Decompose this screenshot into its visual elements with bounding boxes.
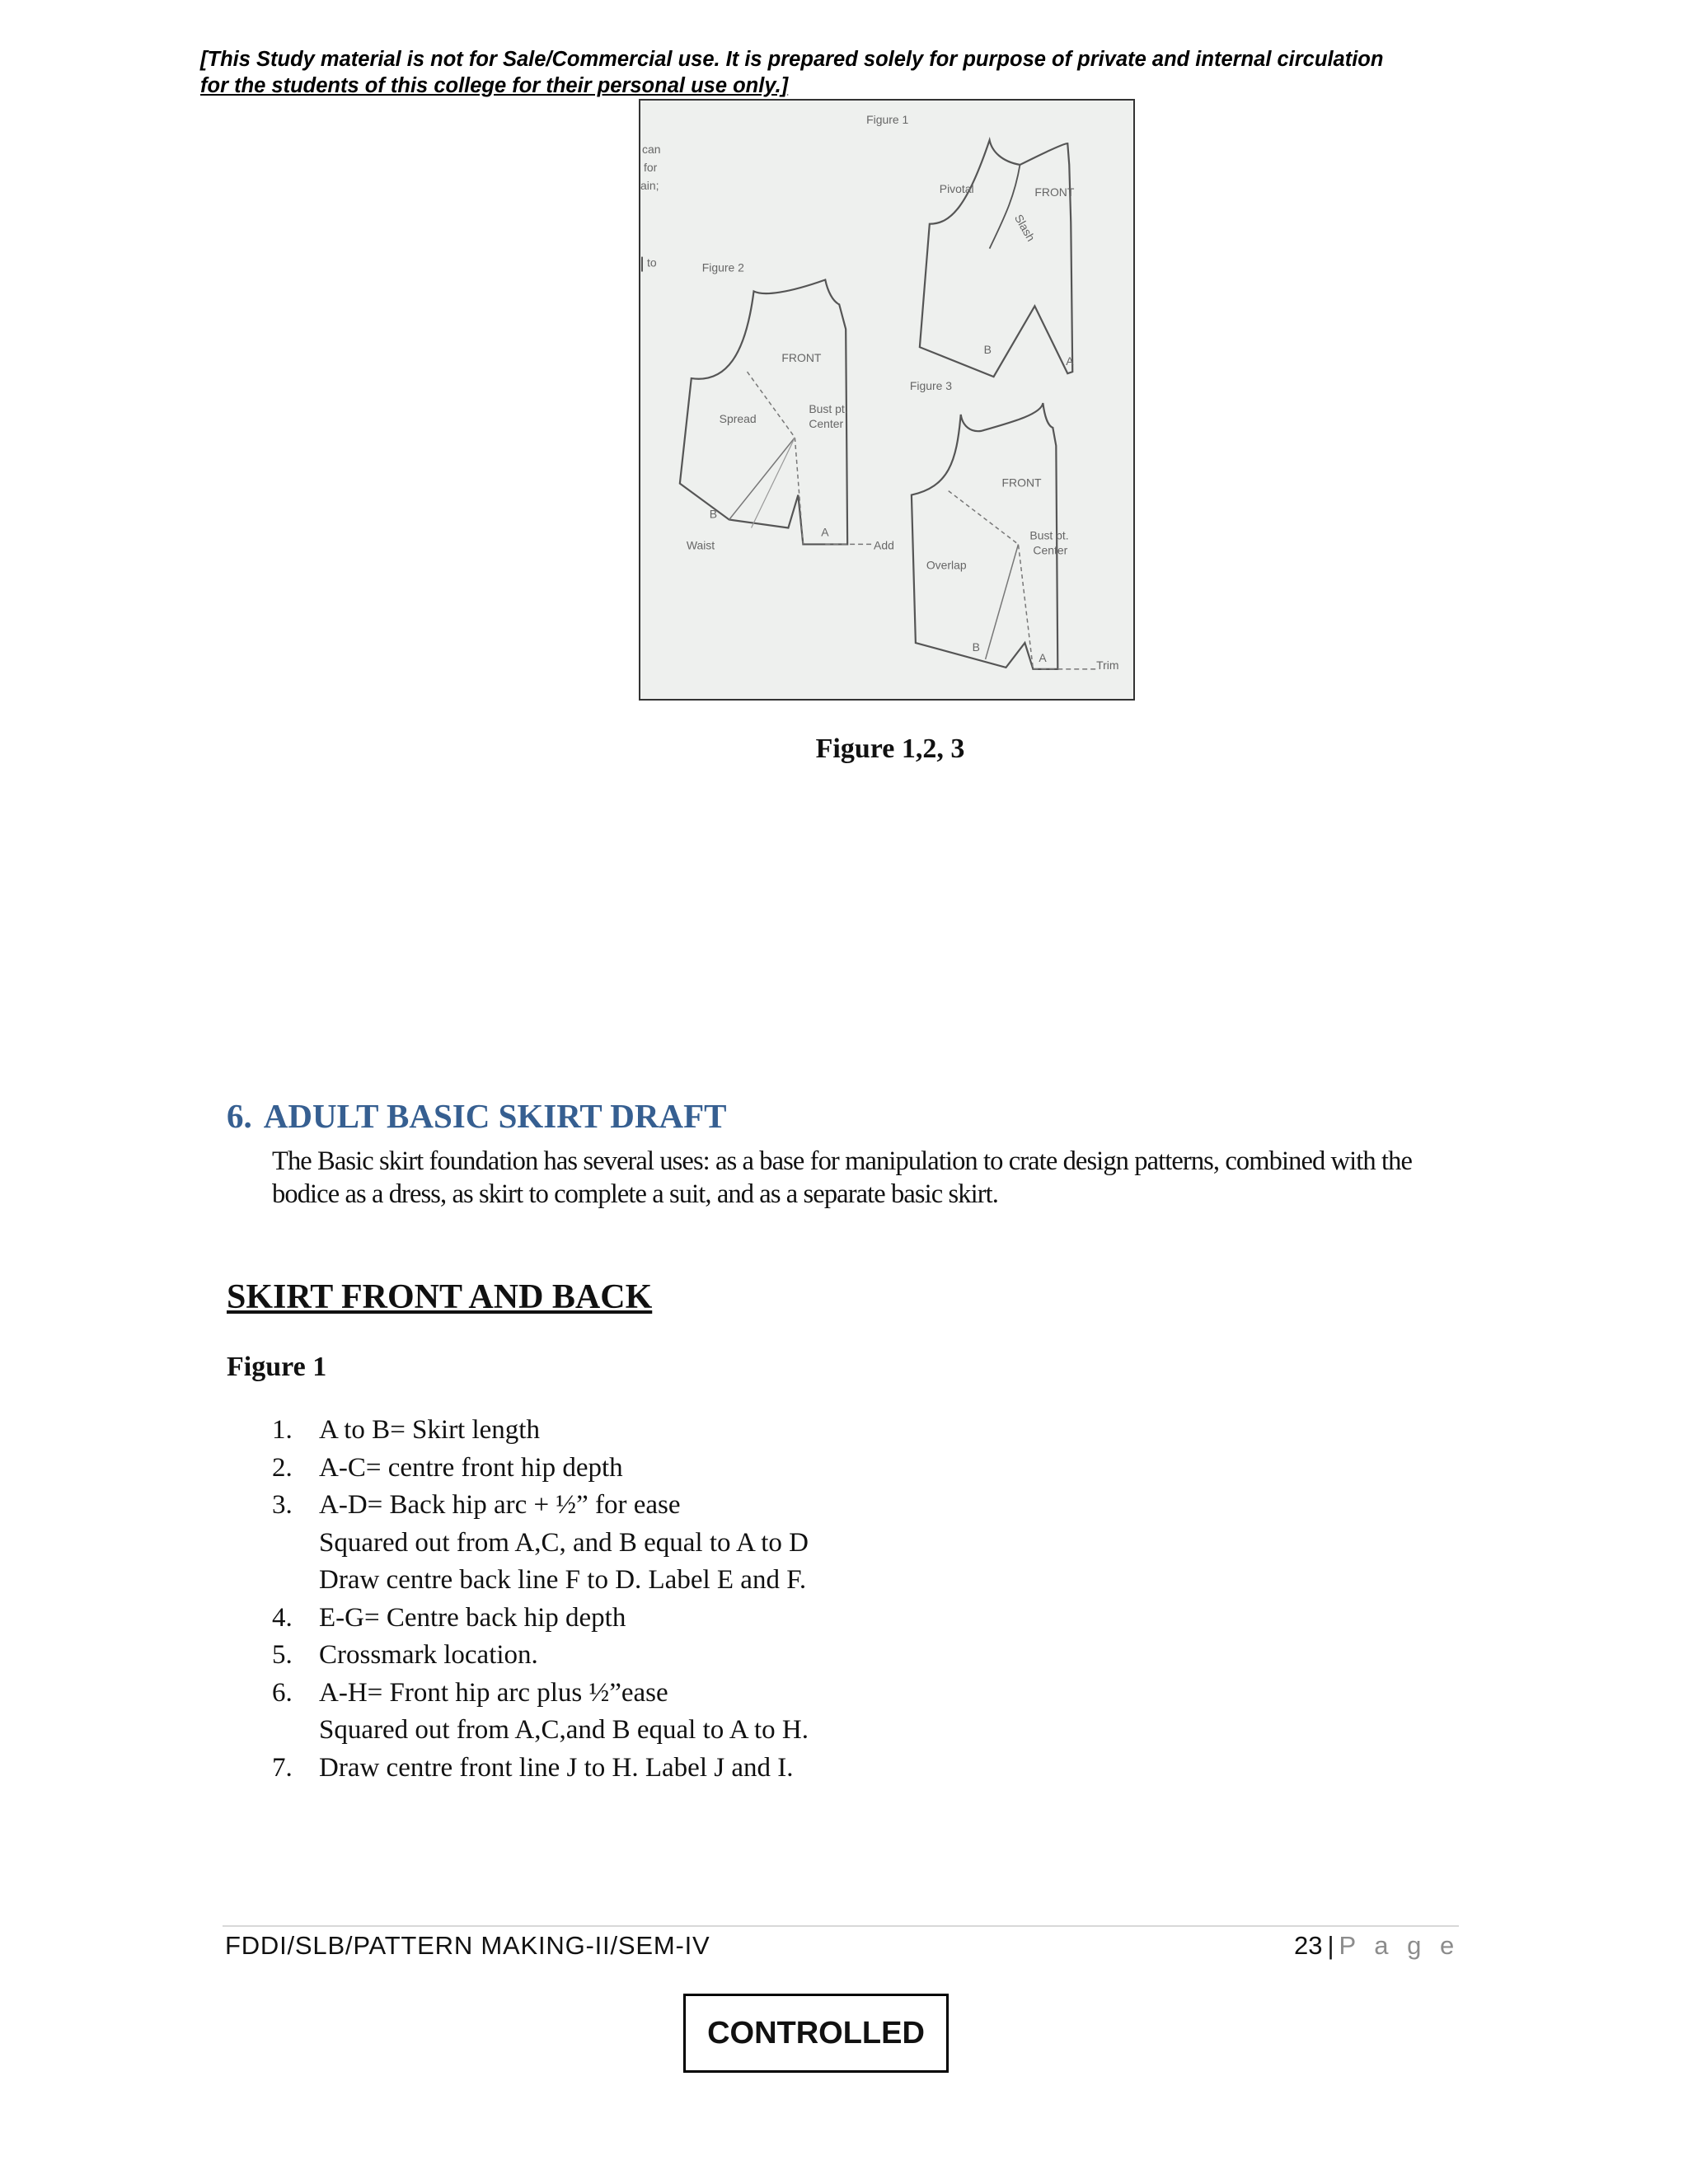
- list-item-number: 6.: [272, 1677, 293, 1708]
- list-item-number: 4.: [272, 1602, 293, 1633]
- point-a-label: A: [1066, 354, 1074, 368]
- list-item: [272, 1637, 1261, 1675]
- section-heading: [227, 1096, 726, 1136]
- page-separator: |: [1327, 1931, 1334, 1960]
- figure-3-label: Figure 3: [909, 379, 953, 393]
- figure-caption: Figure 1,2, 3: [815, 733, 965, 764]
- list-item-text: A-C= centre front hip depth: [319, 1452, 623, 1483]
- section-intro: The Basic skirt foundation has several uses: as a base for manipulation to crate design patterns, combined with the bodice as a dress, as skirt to complete a suit, and as a separate basic skirt.: [272, 1146, 1412, 1209]
- front-label: FRONT: [1001, 476, 1042, 490]
- center-label: Center: [809, 416, 844, 430]
- list-item: [272, 1600, 1261, 1638]
- page-number: [1294, 1931, 1460, 1961]
- trim-label: Trim: [1096, 658, 1119, 672]
- list-item: [272, 1675, 1261, 1713]
- page-number-value: 23: [1294, 1931, 1323, 1960]
- spread-label: Spread: [719, 411, 757, 425]
- point-b-label: B: [709, 507, 718, 521]
- bust-point-label: Bust pt.: [809, 401, 848, 415]
- figure-2-label: Figure 2: [701, 260, 744, 274]
- list-item-number: 1.: [272, 1415, 293, 1445]
- section-number: 6.: [227, 1097, 252, 1135]
- list-item: [272, 1712, 1261, 1750]
- footer-course-code: FDDI/SLB/PATTERN MAKING-II/SEM-IV: [225, 1931, 710, 1960]
- pivotal-label: Pivotal: [939, 181, 974, 195]
- disclaimer-line-1: [This Study material is not for Sale/Commercial use. It is prepared solely for purpose of private and internal circulation: [200, 48, 1384, 71]
- list-item: [272, 1450, 1261, 1488]
- waist-label: Waist: [686, 538, 715, 552]
- controlled-stamp: CONTROLLED: [683, 1994, 949, 2073]
- subsection-title: SKIRT FRONT AND BACK: [227, 1278, 653, 1316]
- list-item: [272, 1525, 1261, 1563]
- point-a-label: A: [1039, 650, 1047, 664]
- list-item-number: [272, 1525, 319, 1563]
- list-item-number: [272, 1562, 319, 1600]
- list-item-number: 3.: [272, 1490, 293, 1520]
- front-label: FRONT: [1034, 185, 1075, 199]
- point-b-label: B: [972, 640, 980, 654]
- list-item-text: Squared out from A,C,and B equal to A to H.: [319, 1715, 809, 1745]
- margin-fragment: can: [641, 143, 661, 156]
- list-item-text: Crossmark location.: [319, 1640, 538, 1670]
- margin-fragment: to: [646, 255, 657, 269]
- list-item-number: 7.: [272, 1752, 293, 1783]
- list-item-text: Squared out from A,C, and B equal to A to D: [319, 1527, 809, 1558]
- footer-divider: [223, 1925, 1459, 1927]
- slash-label: Slash: [1011, 212, 1039, 244]
- margin-fragment: for: [643, 160, 658, 174]
- list-item-text: Draw centre front line J to H. Label J and I.: [319, 1752, 794, 1783]
- list-item: [272, 1412, 1261, 1450]
- list-item-text: A-H= Front hip arc plus ½”ease: [319, 1677, 668, 1708]
- list-item-number: [272, 1712, 319, 1750]
- overlap-label: Overlap: [926, 558, 967, 572]
- point-b-label: B: [983, 343, 992, 357]
- figure-label: Figure 1: [227, 1352, 327, 1382]
- disclaimer-line-2: for the students of this college for their personal use only.]: [200, 74, 789, 97]
- list-item-number: 2.: [272, 1452, 293, 1483]
- list-item-number: 5.: [272, 1640, 293, 1670]
- list-item-text: A-D= Back hip arc + ½” for ease: [319, 1490, 681, 1520]
- margin-fragment: ain;: [640, 178, 659, 192]
- list-item: [272, 1750, 1261, 1788]
- add-label: Add: [874, 538, 894, 552]
- page-word: P a g e: [1339, 1931, 1461, 1960]
- center-label: Center: [1033, 543, 1068, 557]
- section-title: ADULT BASIC SKIRT DRAFT: [263, 1097, 727, 1135]
- front-label: FRONT: [781, 351, 822, 365]
- list-item-text: E-G= Centre back hip depth: [319, 1602, 626, 1633]
- list-item: [272, 1562, 1261, 1600]
- list-item-text: A to B= Skirt length: [319, 1415, 540, 1445]
- disclaimer: [200, 46, 1486, 99]
- point-a-label: A: [821, 525, 829, 539]
- list-item-text: Draw centre back line F to D. Label E and F.: [319, 1565, 807, 1595]
- list-item: [272, 1487, 1261, 1525]
- figure-1-label: Figure 1: [866, 113, 909, 127]
- bust-point-label: Bust pt.: [1029, 528, 1069, 542]
- steps-list: [272, 1412, 1261, 1787]
- pattern-figure-image: [639, 99, 1135, 701]
